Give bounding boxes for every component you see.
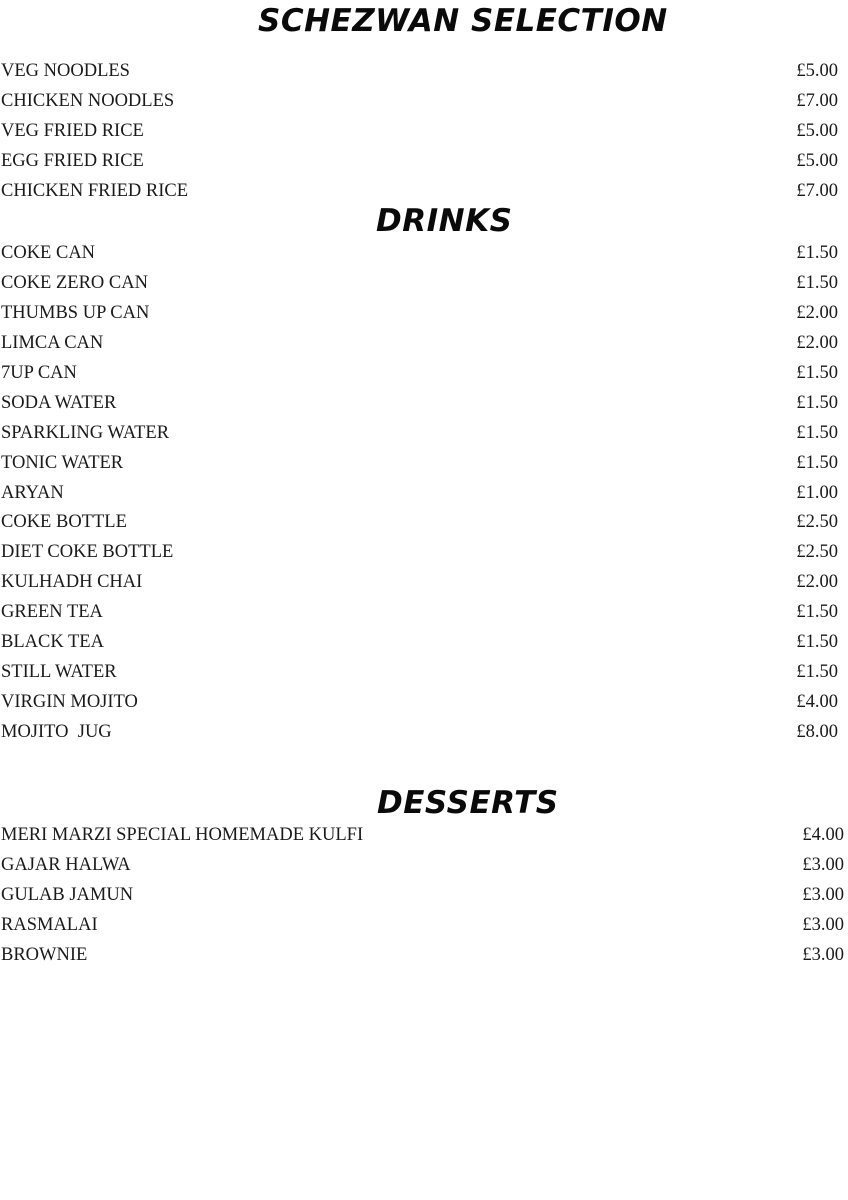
- menu-item-row: [0, 911, 844, 941]
- menu-item-name: CHICKEN FRIED RICE: [1, 180, 189, 201]
- menu-item-price: £2.50: [796, 542, 838, 563]
- menu-item-row: [0, 658, 838, 688]
- menu-item-price: £7.00: [796, 90, 838, 111]
- menu-item-price: £2.00: [796, 332, 838, 353]
- menu-item-row: [0, 117, 838, 147]
- menu-item-price: £3.00: [802, 884, 844, 905]
- menu-item-name: 7UP CAN: [1, 362, 77, 383]
- menu-item-name: SPARKLING WATER: [1, 422, 170, 443]
- menu-item-price: £5.00: [796, 150, 838, 171]
- menu-item-row: [0, 389, 838, 419]
- desserts-item-list: [0, 821, 844, 971]
- menu-item-name: MOJITO JUG: [1, 722, 112, 742]
- menu-item-name: TONIC WATER: [1, 452, 124, 473]
- menu-item-name: VEG FRIED RICE: [1, 120, 144, 141]
- menu-item-price: £1.50: [796, 602, 838, 623]
- menu-item-price: £3.00: [802, 914, 844, 935]
- menu-item-price: £1.50: [796, 632, 838, 653]
- menu-item-name: LIMCA CAN: [1, 332, 104, 353]
- drinks-item-list: [0, 239, 838, 748]
- menu-item-name: VIRGIN MOJITO: [1, 692, 138, 713]
- menu-item-price: £2.00: [796, 302, 838, 323]
- menu-item-name: MERI MARZI SPECIAL HOMEMADE KULFI: [1, 825, 364, 845]
- menu-item-price: £2.00: [796, 572, 838, 593]
- menu-item-name: SODA WATER: [1, 392, 117, 413]
- menu-item-price: £1.50: [796, 243, 838, 263]
- menu-item-row: [0, 479, 838, 509]
- menu-item-price: £1.50: [796, 452, 838, 473]
- menu-item-name: COKE BOTTLE: [1, 512, 127, 533]
- menu-item-name: COKE ZERO CAN: [1, 272, 148, 293]
- menu-item-name: GAJAR HALWA: [1, 854, 131, 875]
- menu-item-price: £1.50: [796, 392, 838, 413]
- menu-item-price: £4.00: [796, 692, 838, 713]
- schezwan-section-heading: SCHEZWAN SELECTION: [258, 3, 668, 39]
- menu-item-name: RASMALAI: [1, 914, 98, 935]
- menu-item-name: THUMBS UP CAN: [1, 302, 150, 323]
- menu-item-row: [0, 598, 838, 628]
- menu-item-row: [0, 329, 838, 359]
- menu-item-name: GREEN TEA: [1, 602, 103, 623]
- menu-item-row: [0, 851, 844, 881]
- menu-item-row: [0, 419, 838, 449]
- menu-item-name: STILL WATER: [1, 662, 117, 683]
- menu-item-name: ARYAN: [1, 482, 64, 503]
- menu-item-row: [0, 821, 844, 851]
- menu-item-row: [0, 568, 838, 598]
- menu-item-row: [0, 881, 844, 911]
- menu-item-name: COKE CAN: [1, 243, 96, 263]
- menu-item-price: £1.50: [796, 272, 838, 293]
- menu-item-name: GULAB JAMUN: [1, 884, 134, 905]
- menu-item-row: [0, 147, 838, 177]
- menu-item-name: VEG NOODLES: [1, 61, 130, 81]
- menu-item-row: [0, 941, 844, 971]
- menu-item-row: [0, 718, 838, 748]
- menu-item-price: £5.00: [796, 61, 838, 81]
- menu-item-row: [0, 57, 838, 87]
- menu-item-price: £7.00: [796, 180, 838, 201]
- menu-item-price: £4.00: [802, 825, 844, 845]
- menu-item-row: [0, 299, 838, 329]
- menu-item-row: [0, 449, 838, 479]
- schezwan-item-list: [0, 57, 838, 207]
- menu-item-price: £1.50: [796, 422, 838, 443]
- menu-item-price: £3.00: [802, 944, 844, 965]
- menu-item-row: [0, 269, 838, 299]
- desserts-section-heading: DESSERTS: [377, 785, 559, 821]
- menu-item-price: £1.50: [796, 662, 838, 683]
- menu-item-price: £1.00: [796, 482, 838, 503]
- menu-item-row: [0, 688, 838, 718]
- menu-item-price: £8.00: [796, 722, 838, 742]
- menu-item-row: [0, 508, 838, 538]
- menu-item-name: CHICKEN NOODLES: [1, 90, 175, 111]
- menu-item-price: £1.50: [796, 362, 838, 383]
- menu-item-name: BLACK TEA: [1, 632, 104, 653]
- menu-item-row: [0, 538, 838, 568]
- menu-item-price: £3.00: [802, 854, 844, 875]
- menu-item-name: BROWNIE: [1, 944, 88, 965]
- drinks-section-heading: DRINKS: [376, 203, 513, 239]
- menu-item-row: [0, 87, 838, 117]
- menu-item-row: [0, 628, 838, 658]
- menu-item-name: DIET COKE BOTTLE: [1, 542, 174, 563]
- menu-item-price: £5.00: [796, 120, 838, 141]
- menu-item-row: [0, 359, 838, 389]
- menu-item-name: KULHADH CHAI: [1, 572, 143, 593]
- menu-item-name: EGG FRIED RICE: [1, 150, 144, 171]
- menu-item-price: £2.50: [796, 512, 838, 533]
- menu-item-row: [0, 239, 838, 269]
